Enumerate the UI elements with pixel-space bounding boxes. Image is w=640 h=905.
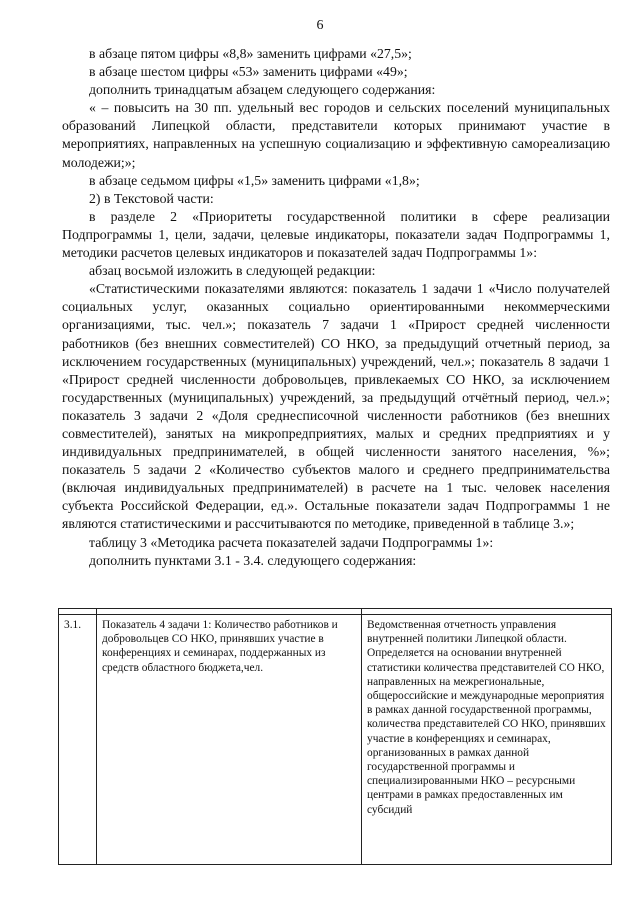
methodology-table (58, 608, 612, 865)
paragraph: «Статистическими показателями являются: показатель 1 задачи 1 «Число получателей социальных услуг, оказанных социально ориентированными некоммерческими организациями, тыс. чел.»; показатель 7 задачи 1 «Прирост средней численности работников (без внешних совместителей) СО НКО, за предыдущий отчетный период, за исключением государственных (муниципальных) учреждений, чел.»; показатель 8 задачи 1 «Прирост средней численности добровольцев, привлекаемых СО НКО, за исключением государственных (муниципальных) учреждений, за предыдущий отчётный период, чел.»; показатель 3 задачи 2 «Доля среднесписочной численности работников (без внешних совместителей), занятых на микропредприятиях, малых и средних предприятиях и у индивидуальных предпринимателей, в общей численности занятого населения, %»; показатель 5 задачи 2 «Количество субъектов малого и среднего предпринимательства (включая индивидуальных предпринимателей) в расчете на 1 тыс. человек населения субъекта Российской Федерации, ед.». Остальные показатели задач Подпрограммы 1 не являются статистическими и рассчитываются по методике, приведенной в таблице 3.»; (62, 281, 610, 532)
row-number: 3.1. (59, 615, 97, 865)
document-body (62, 45, 610, 570)
paragraph: таблицу 3 «Методика расчета показателей задачи Подпрограммы 1»: (89, 534, 494, 550)
paragraph: абзац восьмой изложить в следующей редакции: (89, 263, 376, 279)
method-cell: Ведомственная отчетность управления внутренней политики Липецкой области. Определяется на основании внутренней статистики количества представителей СО НКО, направленных на межрегиональные, общероссийские и международные мероприятия в рамках данной государственной программы, количества представителей СО НКО, принявших участие в конференциях и семинарах, организованных в рамках данной государственной программы и специализированными НКО – ресурсными центрами в рамках предоставленных им субсидий (362, 615, 612, 865)
paragraph: дополнить тринадцатым абзацем следующего содержания: (89, 82, 436, 98)
paragraph: в разделе 2 «Приоритеты государственной политики в сфере реализации Подпрограммы 1, цели, задачи, целевые индикаторы, показатели задач Подпрограммы 1, методики расчетов целевых индикаторов и показателей задач Подпрограммы 1»: (62, 208, 610, 261)
paragraph: 2) в Текстовой части: (89, 190, 214, 206)
paragraph: в абзаце шестом цифры «53» заменить цифрами «49»; (89, 64, 408, 80)
page-number: 6 (316, 18, 324, 33)
indicator-cell: Показатель 4 задачи 1: Количество работников и добровольцев СО НКО, принявших участие в конференциях и семинарах, поддержанных из средств областного бюджета,чел. (97, 615, 362, 865)
paragraph: дополнить пунктами 3.1 - 3.4. следующего содержания: (89, 552, 417, 568)
table-row (59, 615, 612, 865)
paragraph: в абзаце пятом цифры «8,8» заменить цифрами «27,5»; (89, 46, 412, 61)
paragraph: « – повысить на 30 пп. удельный вес городов и сельских поселений муниципальных образований Липецкой области, представители которых принимают участие в мероприятиях, направленных на успешную социализацию и эффективную самореализацию молодежи;»; (62, 100, 610, 170)
paragraph: в абзаце седьмом цифры «1,5» заменить цифрами «1,8»; (89, 172, 420, 188)
